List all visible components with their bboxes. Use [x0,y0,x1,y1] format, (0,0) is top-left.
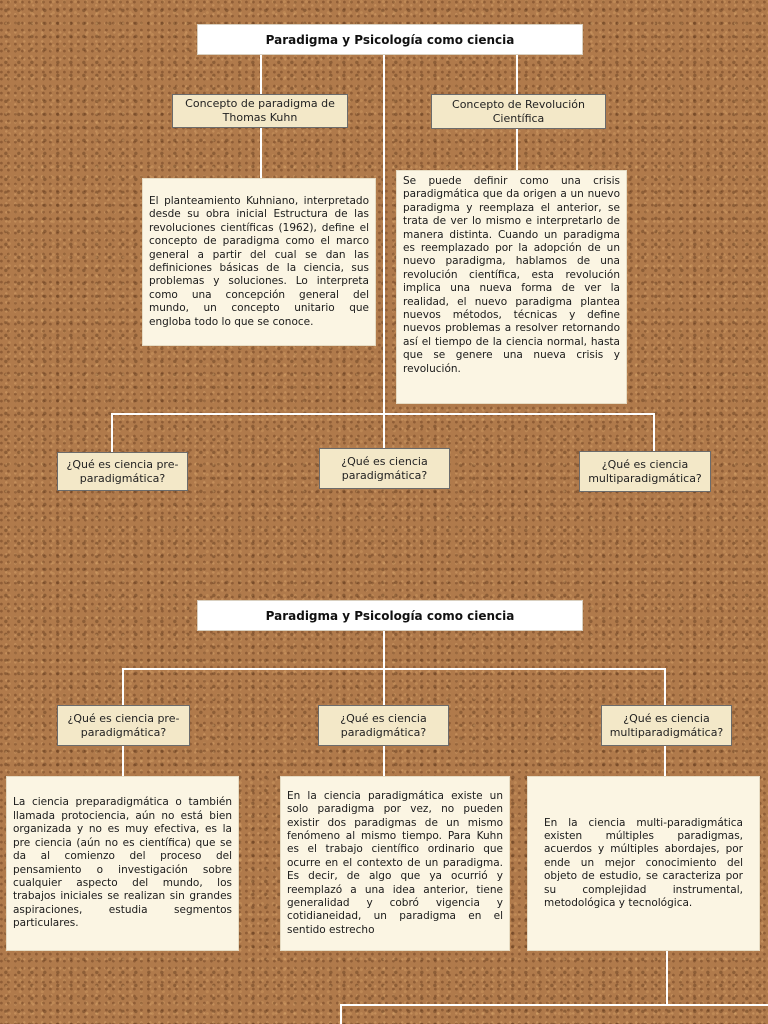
concept-paradigm-label: Concepto de paradigma de Thomas Kuhn [172,94,348,128]
connector-line [516,55,518,95]
multiparadigmatic-content: En la ciencia multi-paradigmática existen múltiples paradigmas, acuerdos y múltiples abordajes, por ende un mejor conocimiento del objeto de estudio, se caracteriza por su complejidad instrumental, metodológica y tecnológica. [544,816,743,910]
pre-paradigmatic-content: La ciencia preparadigmática o también llamada protociencia, aún no está bien organizada y no es muy efectiva, es la pre ciencia (aún no es científica) que se da al comienzo del proceso del pensamiento o investigación sobre cualquier aspecto del mundo, los trabajos iniciales se realizan sin grandes aspiraciones, estudia segmentos particulares. [13,796,232,930]
connector-line [122,745,124,777]
diagram-title: Paradigma y Psicología como ciencia [197,600,583,631]
paradigm-definition-text [142,178,376,346]
diagram-title: Paradigma y Psicología como ciencia [197,24,583,55]
question-pre-paradigmatic: ¿Qué es ciencia pre-paradigmática? [57,452,188,491]
connector-line [122,668,124,706]
connector-line [122,668,666,670]
paradigm-definition-content: El planteamiento Kuhniano, interpretado desde su obra inicial Estructura de las revoluciones científicas (1962), define el concepto de paradigma como el marco general a partir del cual se dan las definiciones básicas de la ciencia, sus problemas y soluciones. Lo interpreta como una concepción general del mundo, un concepto unitario que engloba todo lo que se conoce. [149,194,369,328]
revolution-definition-content: Se puede definir como una crisis paradigmática que da origen a un nuevo paradigma y reemplaza el anterior, se trata de ver lo mismo e interpretarlo de manera distinta. Cuando un paradigma es reemplazado por la adopción de un nuevo paradigma, hablamos de una revolución científica, esta revolución implica una nueva forma de ver la realidad, el nuevo paradigma plantea nuevos métodos, técnicas y define nuevos problemas a resolver retornando así el tiempo de la ciencia normal, hasta que se genere una nueva crisis y revolución. [403,175,620,375]
question-paradigmatic: ¿Qué es ciencia paradigmática? [318,705,449,746]
connector-line [383,630,385,670]
paradigmatic-content: En la ciencia paradigmática existe un solo paradigma por vez, no pueden existir dos paradigmas de un mismo fenómeno al mismo tiempo. Para Kuhn es el trabajo científico ordinario que ocurre en el contexto de un paradigma. Es decir, de algo que ya ocurrió y reemplazó a una idea anterior, tiene generalidad y cobró vigencia y cotidianeidad, un paradigma en el sentido estrecho [287,789,503,936]
question-pre-paradigmatic: ¿Qué es ciencia pre-paradigmática? [57,705,190,746]
connector-line [111,413,113,453]
connector-line [340,1004,768,1006]
connector-line [653,413,655,453]
connector-line [666,950,668,1006]
connector-line [340,1004,342,1024]
question-paradigmatic: ¿Qué es ciencia paradigmática? [319,448,450,489]
question-multiparadigmatic: ¿Qué es ciencia multiparadigmática? [579,451,711,492]
connector-line [383,668,385,706]
connector-line [664,668,666,706]
paradigmatic-text [280,776,510,951]
concept-revolution-label: Concepto de Revolución Científica [431,94,606,129]
connector-line [516,129,518,174]
connector-line [383,413,385,449]
connector-line [383,55,385,415]
connector-line [260,55,262,95]
pre-paradigmatic-text [6,776,239,951]
connector-line [383,745,385,777]
connector-line [664,745,666,777]
multiparadigmatic-text [527,776,760,951]
connector-line [260,128,262,183]
revolution-definition-text [396,170,627,404]
question-multiparadigmatic: ¿Qué es ciencia multiparadigmática? [601,705,732,746]
